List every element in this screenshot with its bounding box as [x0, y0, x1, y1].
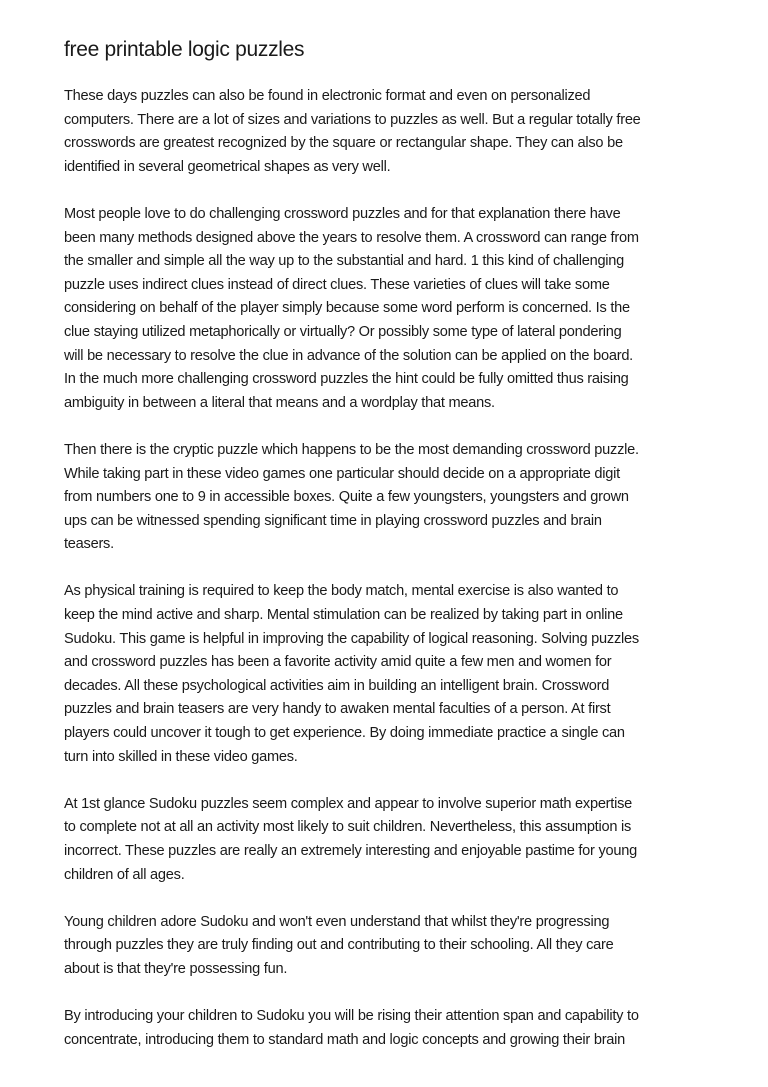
text-line: teasers.	[64, 536, 114, 553]
text-line: incorrect. These puzzles are really an extremely interesting and enjoyable pastime for young	[64, 843, 637, 859]
text-line: As physical training is required to keep the body match, mental exercise is also wanted to	[64, 583, 619, 600]
text-line: decades. All these psychological activities aim in building an intelligent brain. Crossword	[64, 677, 610, 694]
text-line: from numbers one to 9 in accessible boxes. Quite a few youngsters, youngsters and grown	[64, 489, 629, 506]
text-line: clue staying utilized metaphorically or virtually? Or possibly some type of lateral pondering	[64, 323, 622, 340]
text-line: crosswords are greatest recognized by the square or rectangular shape. They can also be	[64, 135, 623, 152]
text-line: players could uncover it tough to get experience. By doing immediate practice a single can	[64, 725, 625, 742]
text-line: concentrate, introducing them to standard math and logic concepts and growing their brain	[64, 1031, 626, 1048]
text-line: puzzles and brain teasers are very handy to awaken mental faculties of a person. At first	[64, 701, 611, 718]
text-line: ups can be witnessed spending significant time in playing crossword puzzles and brain	[64, 512, 602, 529]
text-line: the smaller and simple all the way up to the substantial and hard. 1 this kind of challenging	[64, 253, 625, 270]
text-line: At 1st glance Sudoku puzzles seem complex and appear to involve superior math expertise	[64, 795, 632, 812]
document-body	[64, 85, 641, 1052]
text-line: Young children adore Sudoku and won't even understand that whilst they're progressing	[64, 913, 610, 930]
text-line: puzzle uses indirect clues instead of direct clues. These varieties of clues will take some	[64, 276, 610, 293]
text-line: computers. There are a lot of sizes and variations to puzzles as well. But a regular totally free	[64, 111, 641, 128]
text-line: By introducing your children to Sudoku you will be rising their attention span and capability to	[64, 1008, 639, 1025]
text-line: been many methods designed above the years to resolve them. A crossword can range from	[64, 229, 639, 246]
text-line: about is that they're possessing fun.	[64, 960, 288, 977]
text-line: considering on behalf of the player simply because some word perform is concerned. Is the	[64, 300, 630, 317]
text-line: Then there is the cryptic puzzle which happens to be the most demanding crossword puzzle.	[64, 441, 639, 458]
text-line: to complete not at all an activity most likely to suit children. Nevertheless, this assumption is	[64, 819, 632, 836]
text-line: turn into skilled in these video games.	[64, 748, 298, 765]
text-line: keep the mind active and sharp. Mental stimulation can be realized by taking part in online	[64, 607, 623, 624]
text-line: through puzzles they are truly finding out and contributing to their schooling. All they care	[64, 937, 614, 954]
text-line: ambiguity in between a literal that means and a wordplay that means.	[64, 394, 495, 411]
paragraph	[64, 580, 641, 769]
text-line: children of all ages.	[64, 866, 185, 883]
document-page	[64, 36, 641, 1076]
text-line: While taking part in these video games one particular should decide on a appropriate digit	[64, 465, 620, 482]
document-title: free printable logic puzzles	[64, 38, 305, 61]
text-line: and crossword puzzles has been a favorite activity amid quite a few men and women for	[64, 654, 612, 671]
paragraph	[64, 439, 641, 557]
paragraph	[64, 85, 641, 179]
text-line: These days puzzles can also be found in electronic format and even on personalized	[64, 88, 591, 104]
text-line: identified in several geometrical shapes as very well.	[64, 158, 391, 175]
paragraph	[64, 203, 641, 415]
text-line: Most people love to do challenging crossword puzzles and for that explanation there have	[64, 205, 621, 222]
text-line: In the much more challenging crossword puzzles the hint could be fully omitted thus raising	[64, 371, 629, 388]
paragraph	[64, 911, 641, 982]
paragraph	[64, 793, 641, 887]
paragraph	[64, 1005, 641, 1052]
text-line: will be necessary to resolve the clue in advance of the solution can be applied on the board.	[64, 347, 633, 364]
text-line: Sudoku. This game is helpful in improving the capability of logical reasoning. Solving puzzles	[64, 630, 639, 647]
